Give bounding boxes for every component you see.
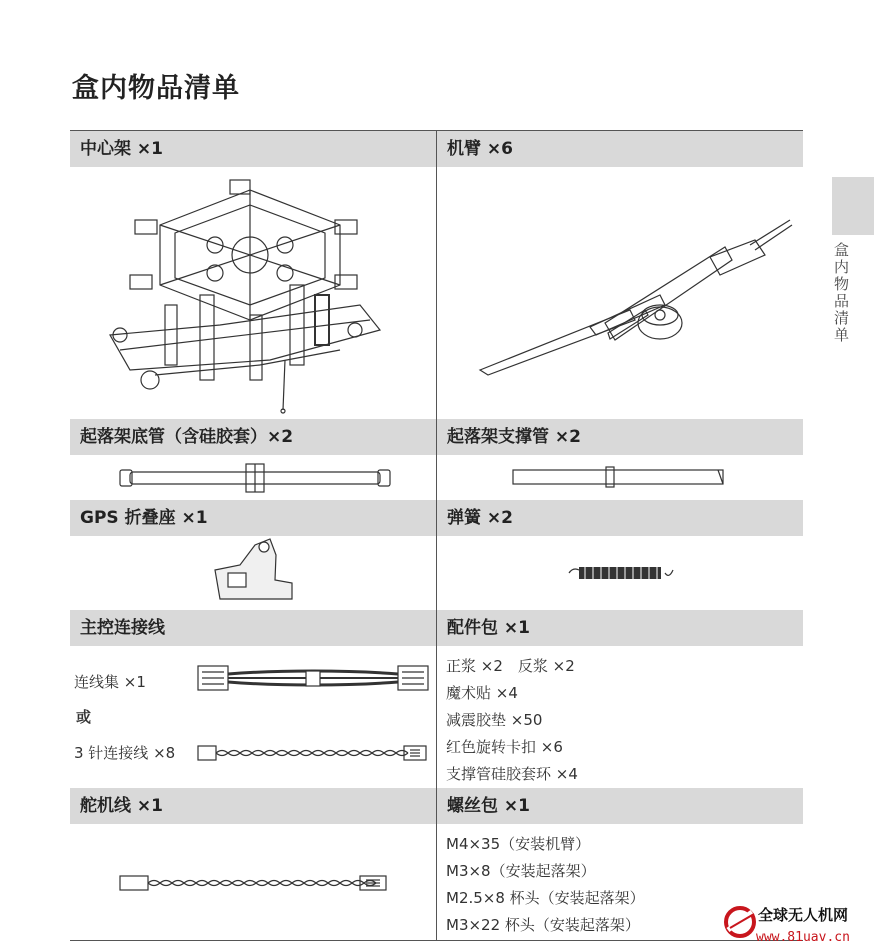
side-tab (832, 177, 874, 235)
header-landing-support-tube: 起落架支撑管 ×2 (437, 419, 803, 455)
cable-bundle-label: 连线集 ×1 (74, 673, 146, 691)
servo-cable-illustration (120, 873, 390, 893)
accessory-item: 减震胶垫 ×50 (446, 711, 543, 729)
header-center-frame: 中心架 ×1 (70, 131, 436, 167)
arm-illustration (480, 215, 800, 385)
landing-bottom-tube-illustration (120, 462, 390, 496)
header-spring: 弹簧 ×2 (437, 500, 803, 536)
screw-item: M3×22 杯头（安装起落架） (446, 916, 640, 934)
screw-item: M4×35（安装机臂） (446, 835, 591, 853)
watermark-url: www.81uav.cn (756, 930, 850, 945)
accessory-item: 魔术贴 ×4 (446, 684, 518, 702)
gps-mount-illustration (210, 535, 300, 605)
accessory-item: 正浆 ×2 反浆 ×2 (446, 657, 575, 675)
header-main-cable: 主控连接线 (70, 610, 436, 646)
header-arm: 机臂 ×6 (437, 131, 803, 167)
landing-support-tube-illustration (513, 467, 728, 489)
spring-illustration (567, 563, 677, 583)
or-label: 或 (76, 708, 92, 726)
box-contents-table (70, 130, 803, 941)
three-pin-cable-label: 3 针连接线 ×8 (74, 744, 176, 762)
accessory-item: 支撑管硅胶套环 ×4 (446, 765, 578, 783)
header-landing-bottom-tube: 起落架底管（含硅胶套）×2 (70, 419, 436, 455)
watermark-name: 全球无人机网 (758, 906, 849, 924)
accessory-item: 红色旋转卡扣 ×6 (446, 738, 563, 756)
header-gps-mount: GPS 折叠座 ×1 (70, 500, 436, 536)
center-frame-illustration (110, 175, 390, 415)
header-screw-pack: 螺丝包 ×1 (437, 788, 803, 824)
three-pin-cable-illustration (198, 743, 430, 763)
cable-bundle-illustration (198, 662, 428, 696)
header-servo-cable: 舵机线 ×1 (70, 788, 436, 824)
side-tab-label: 盒内物品清单 (834, 241, 850, 344)
header-accessory-pack: 配件包 ×1 (437, 610, 803, 646)
screw-item: M3×8（安装起落架） (446, 862, 596, 880)
page-title: 盒内物品清单 (72, 73, 240, 104)
screw-item: M2.5×8 杯头（安装起落架） (446, 889, 645, 907)
